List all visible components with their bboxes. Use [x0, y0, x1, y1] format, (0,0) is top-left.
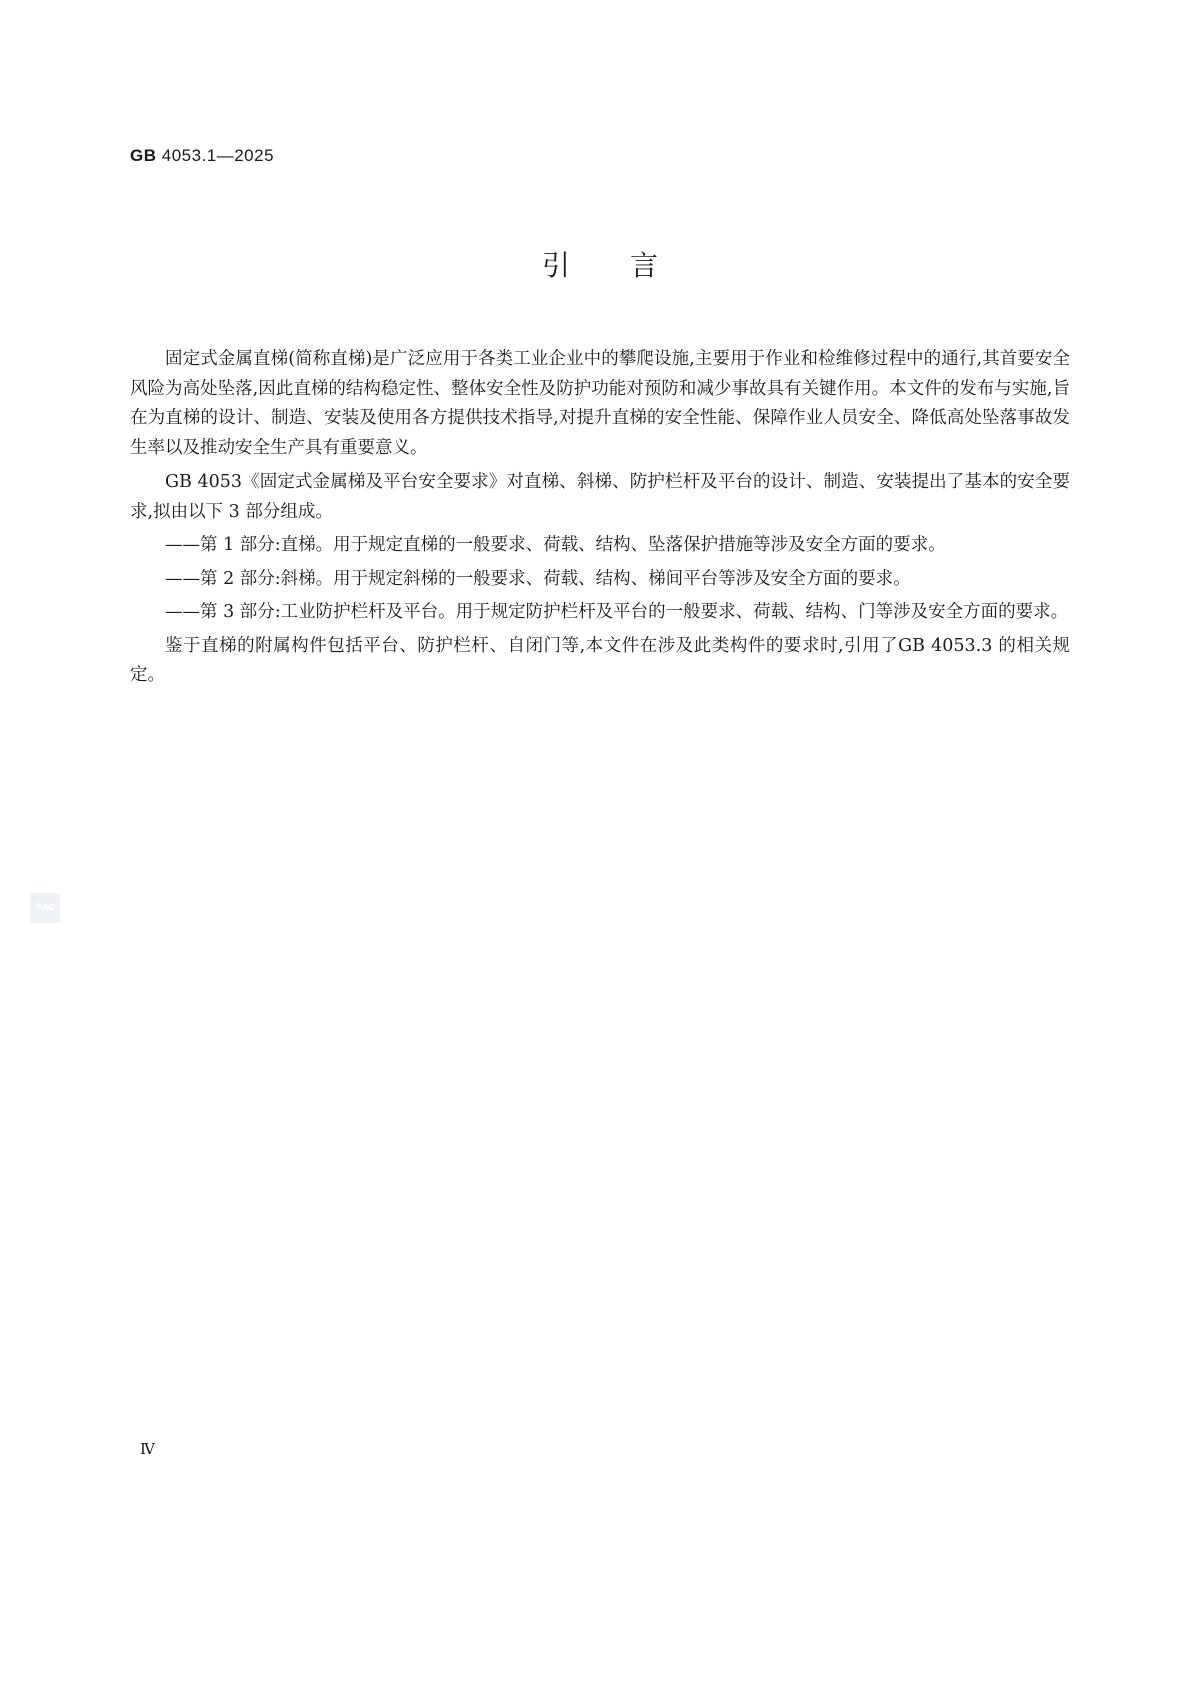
- list-item-part-2: ——第 2 部分:斜梯。用于规定斜梯的一般要求、荷载、结构、梯间平台等涉及安全方面的要求。: [165, 568, 911, 589]
- list-item-part-3: ——第 3 部分:工业防护栏杆及平台。用于规定防护栏杆及平台的一般要求、荷载、结构、门等涉及安全方面的要求。: [165, 602, 1069, 622]
- sac-watermark-logo: [30, 893, 60, 923]
- title-char-2: 言: [630, 249, 659, 282]
- title-char-1: 引: [541, 249, 570, 282]
- standard-code-header: [130, 146, 274, 166]
- page-number: Ⅳ: [140, 1440, 155, 1458]
- watermark-text: SAC: [35, 903, 55, 913]
- paragraph-1: 固定式金属直梯(简称直梯)是广泛应用于各类工业企业中的攀爬设施,主要用于作业和检维修过程中的通行,其首要安全风险为高处坠落,因此直梯的结构稳定性、整体安全性及防护功能对预防和减少事故具有关键作用。本文件的发布与实施,旨在为直梯的设计、制造、安装及使用各方提供技术指导,对提升直梯的安全性能、保障作业人员安全、降低高处坠落事故发生率以及推动安全生产具有重要意义。: [130, 349, 1070, 458]
- standard-number: 4053.1—2025: [161, 146, 275, 165]
- introduction-body: [130, 345, 1070, 691]
- standard-prefix: GB: [130, 146, 157, 165]
- paragraph-2: GB 4053《固定式金属梯及平台安全要求》对直梯、斜梯、防护栏杆及平台的设计、制造、安装提出了基本的安全要求,拟由以下 3 部分组成。: [130, 472, 1070, 522]
- paragraph-3: 鉴于直梯的附属构件包括平台、防护栏杆、自闭门等,本文件在涉及此类构件的要求时,引用了GB 4053.3 的相关规定。: [130, 635, 1070, 685]
- section-title: [0, 244, 1200, 284]
- list-item-part-1: ——第 1 部分:直梯。用于规定直梯的一般要求、荷载、结构、坠落保护措施等涉及安全方面的要求。: [165, 535, 946, 555]
